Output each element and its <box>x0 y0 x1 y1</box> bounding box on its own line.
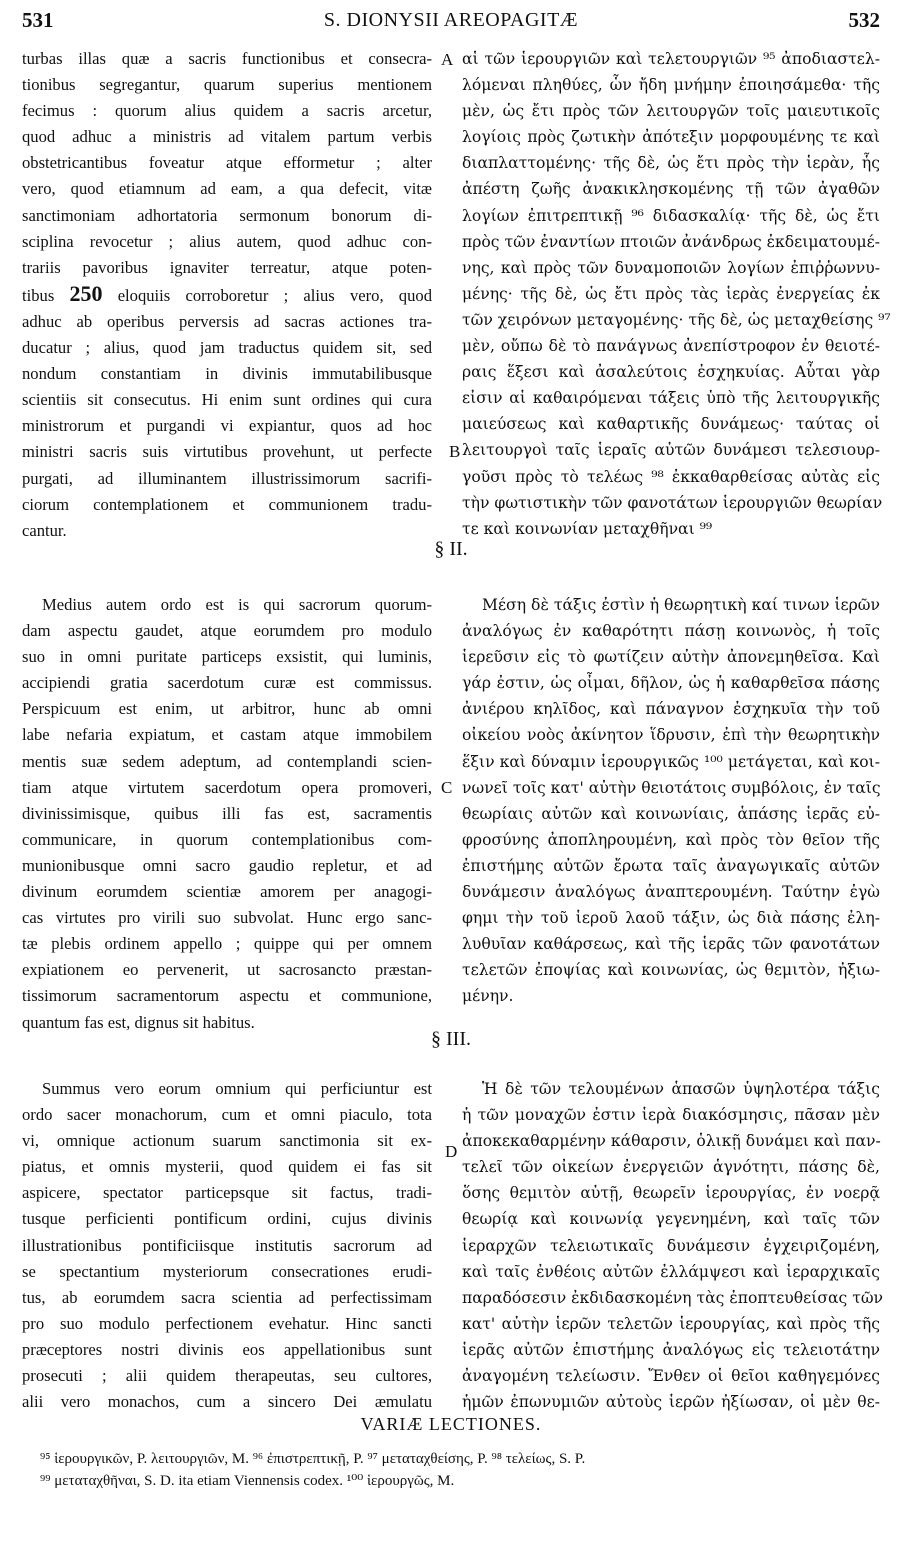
greek-line: λογίοις πρὸς ζωτικὴν ἀπότεξιν μορφουμένης τε καὶ <box>462 128 880 147</box>
latin-line: ordo sacer monachorum, cum et omni piaculo, tota <box>22 1105 432 1125</box>
greek-line: τελετῶν ἐποψίας καὶ κοινωνίας, ὡς θεμιτὸν, ἠξιω- <box>462 961 880 980</box>
greek-line: γοῦσι πρὸς τὸ τελέως ⁹⁸ ἐκκαθαρθείσας αὐτὰς εἰς <box>462 467 880 486</box>
greek-line: δυνάμεσιν ἀναλόγως ἀναπτερουμένη. Ταύτην ἐγὼ <box>462 883 880 902</box>
variae-lectiones-notes <box>40 1448 880 1492</box>
greek-line: Μέση δὲ τάξις ἐστὶν ἡ θεωρητικὴ καί τινων ἱερῶν <box>482 596 880 614</box>
greek-line: λόμεναι πληθύες, ὧν ἤδη μνήμην ἐποιησάμεθα· τῆς <box>462 76 880 95</box>
latin-line: sciplina revocetur ; alius autem, quod adhuc con- <box>22 231 432 251</box>
greek-line: ἐπιστήμης αὐτῶν ἔρωτα ταῖς ἀναγωγικαῖς αὐτῶν <box>462 856 880 875</box>
running-title: S. DIONYSII AREOPAGITÆ <box>323 9 579 31</box>
latin-line: tæ plebis ordinem appello ; quippe qui per omnem <box>22 934 432 954</box>
greek-line: γάρ ἐστιν, ὡς οἶμαι, δῆλον, ὡς ἡ καθαρθεῖσα πάσης <box>462 674 880 693</box>
greek-line: μὲν, οὔπω δὲ τὸ πανάγνως ἀνεπίστροφον ἐν θειοτέ- <box>462 337 880 356</box>
margin-marker-d: D <box>445 1142 458 1161</box>
greek-column-2 <box>462 592 880 1010</box>
greek-line: νωνεῖ τοῖς κατ' αὐτὴν θειοτάτοις συμβόλοις, ἐν ταῖς <box>462 778 881 797</box>
greek-line: ὅσης θεμιτὸν αὐτῇ, θεωρεῖν ἱερουργίας, ἐν νοερᾷ <box>462 1184 880 1203</box>
latin-line: Medius autem ordo est is qui sacrorum quorum- <box>42 595 432 614</box>
page-number-right: 532 <box>848 8 880 32</box>
latin-line: vi, omnique actionum suarum sanctimonia sit ex- <box>22 1131 432 1151</box>
note-line: ⁹⁵ ἱερουργικῶν, P. λειτουργιῶν, M. ⁹⁶ ἐπιστρεπτικῇ, P. ⁹⁷ μεταταχθείσης, P. ⁹⁸ τελείως, S. P. <box>40 1451 586 1467</box>
greek-line: ἡ τῶν μοναχῶν ἐστιν ἱερὰ διακόσμησις, πᾶσαν μὲν <box>462 1106 880 1125</box>
latin-line: tus, ab eorumdem sacra scientia ad perfectissimam <box>22 1287 432 1307</box>
latin-line: cas virtutes pro virili suo subvolat. Hunc ergo sanc- <box>22 908 432 928</box>
greek-line: ἀποκεκαθαρμένην κάθαρσιν, ὁλικῇ δυνάμει καὶ παν- <box>462 1132 881 1151</box>
greek-line: θεωρίαις αὐτῶν καὶ κοινωνίαις, ἁπάσης ἱερᾶς εὐ- <box>462 804 880 823</box>
greek-line: ἀνιέρου κηλῖδος, καὶ πάναγνον ἐσχηκυῖα τὴν τοῦ <box>462 700 880 719</box>
latin-line: munionibusque omni sacro gaudio repletur, et ad <box>22 855 432 875</box>
greek-line: ἡμῶν ἐπωνυμιῶν αὐτοὺς ἱερῶν ἠξίωσαν, οἱ μὲν θε- <box>462 1393 880 1412</box>
latin-line: fecimus : quorum alius quidem a sacris arcetur, <box>22 101 432 121</box>
greek-line: νης, καὶ πρὸς τῶν δυναμοποιῶν λογίων ἐπιῤῥωννυ- <box>462 258 880 277</box>
latin-line: piatus, et omnis mysterii, quod quidem ei fas sit <box>22 1157 432 1177</box>
latin-line: sanctimoniam adhortatoria sermonum bonorum di- <box>22 205 432 225</box>
latin-line: communicare, in quorum contemplationibus com- <box>22 829 432 849</box>
latin-line: alii vero monachos, cum a sincero Dei æmulatu <box>22 1392 432 1412</box>
latin-line: quantum fas est, dignus sit habitus. <box>22 1012 255 1032</box>
greek-column-1 <box>462 46 891 542</box>
latin-line: vero, quod etiamnum ad eam, a qua defecit, vitæ <box>22 179 432 199</box>
page-number-left: 531 <box>22 8 54 32</box>
latin-line: prosecuti ; alii quidem therapeutas, seu cultores, <box>22 1366 432 1386</box>
latin-line: mentis suæ sedem adeptum, ad contemplandi scien- <box>22 751 432 771</box>
column-number: 250 <box>69 280 103 306</box>
margin-marker-c: C <box>441 778 453 797</box>
latin-line: ciorum contemplationem et communionem tradu- <box>22 494 432 514</box>
latin-line: obstetricantibus foveatur atque efformetur ; alter <box>22 153 432 173</box>
latin-line: nondum constantiam in divinis immutabilibusque <box>22 364 432 384</box>
latin-line: purgati, ad illuminantem illustrissimorum sacrifi- <box>22 468 432 488</box>
greek-line: Ἡ δὲ τῶν τελουμένων ἁπασῶν ὑψηλοτέρα τάξις <box>482 1080 880 1098</box>
margin-marker-b: B <box>449 442 461 461</box>
greek-line: διαπλαττομένης· τῆς δὲ, ὡς ἔτι πρὸς τὴν ἱερὰν, ἧς <box>462 154 880 173</box>
greek-line: λυθυῖαν καθάρσεως, καὶ τῆς ἱερᾶς τῶν φανοτάτων <box>462 935 880 954</box>
latin-line: ducatur ; alius, quod jam traductus quidem sit, sed <box>22 338 432 358</box>
latin-line: tusque perficienti pontificum ordini, cujus divinis <box>22 1209 432 1229</box>
greek-line: καὶ ταῖς ἐνθέοις αὐτῶν ἐλλάμψεσι καὶ ἱεραρχικαῖς <box>462 1262 880 1281</box>
greek-line: τε καὶ κοινωνίαν μεταχθῆναι ⁹⁹ <box>462 519 713 538</box>
greek-line: εἰσιν αἱ καθαιρόμεναι τάξεις ὑπὸ τῆς λειτουργικῆς <box>462 389 880 408</box>
greek-line: ἱεραρχῶν τελειωτικαῖς δυνάμεσιν ἐγχειριζομένη, <box>462 1236 880 1255</box>
latin-line: præceptores nostri divinis eos appellationibus sunt <box>22 1339 432 1359</box>
greek-line: κατ' αὐτὴν ἱερῶν τελετῶν ἱερουργίας, καὶ πρὸς τῆς <box>462 1314 880 1333</box>
latin-line: tionibus segregantur, quarum superius mentionem <box>22 75 432 95</box>
greek-line: λειτουργοὶ ταῖς ἱεραῖς αὐτῶν δυνάμεσι τελεσιουρ- <box>462 441 880 460</box>
latin-line-column-number: tibus 250 eloquiis corroboretur ; alius vero, quod <box>22 280 432 306</box>
latin-line: tiam atque virtutem sacerdotum opera promoveri, <box>22 777 432 797</box>
latin-line: Summus vero eorum omnium qui perficiuntur est <box>42 1079 432 1098</box>
latin-line: expiationem eo pervenerit, ut sacrosancto præstan- <box>22 960 432 980</box>
greek-line: ραις ἕξεσι καὶ ἀσαλεύτοις ἐσχηκυίας. Αὗται γὰρ <box>462 363 880 382</box>
latin-line: illustrationibus pontificiisque institutis sacrorum ad <box>22 1235 432 1255</box>
latin-line: accipiendi gratia sacerdotum curæ est commissus. <box>22 673 432 693</box>
latin-line: divinissimisque, quibus illi fas est, sacramentis <box>22 803 432 823</box>
greek-line: αἱ τῶν ἱερουργιῶν καὶ τελετουργιῶν ⁹⁵ ἀποδιαστελ- <box>462 50 880 68</box>
greek-line: ἀναλόγως ἐν καθαρότητι πάσῃ κοινωνὸς, ἡ τοῖς <box>462 622 880 641</box>
latin-line: scientiis sit consecutus. Hi enim sunt ordines qui cura <box>22 390 432 410</box>
latin-line: se spectantium mysteriorum consecrationes erudi- <box>22 1261 432 1281</box>
margin-marker-a: A <box>441 50 454 69</box>
latin-line: ministrorum et purgandi vi expiantur, quos ad hoc <box>22 416 432 436</box>
greek-line: μαιεύσεως καὶ καθαρτικῆς δυνάμεως· ταύτας οἱ <box>462 415 880 434</box>
latin-line: quod adhuc a ministris ad vitalem partum verbis <box>22 127 432 147</box>
latin-line: pro suo modulo perfectionem evehatur. Hinc sancti <box>22 1313 432 1333</box>
latin-line: trariis pavoribus ignaviter terreatur, atque poten- <box>22 257 432 277</box>
latin-line: divinum eorumdem scientiæ amorem per anagogi- <box>22 882 432 902</box>
latin-line: dam aspectu gaudet, atque eorumdem pro modulo <box>22 621 432 641</box>
greek-line: οἰκείου νοὸς ἀκίνητον ἵδρυσιν, ἐπὶ τὴν θεωρητικὴν <box>462 726 880 745</box>
latin-line: Perspicuum est enim, ut arbitror, hunc ab omni <box>22 699 432 719</box>
latin-column-2 <box>22 592 432 1036</box>
greek-line: τελεῖ τῶν οἰκείων ἐνεργειῶν ἁγνότητι, πάσης δὲ, <box>462 1158 880 1177</box>
greek-line: παραδόσεσιν ἐκδιδασκομένη τὰς ἐποπτευθείσας τῶν <box>462 1288 884 1307</box>
latin-line: suo in omni puritate particeps exsistit, qui luminis, <box>22 647 432 667</box>
latin-line: tissimorum sacramentorum aspectu et communione, <box>22 986 432 1006</box>
greek-line: ἱερεῦσιν εἰς τὸ φωτίζειν αὐτὴν ἀπονεμηθεῖσα. Καὶ <box>462 648 880 667</box>
latin-column-1 <box>22 46 432 544</box>
greek-line: μὲν, ὡς ἔτι πρὸς τῶν λειτουργῶν τοῖς μαιευτικοῖς <box>462 102 880 121</box>
greek-line: θεωρίᾳ καὶ κοινωνίᾳ γεγενημένη, καὶ ταῖς τῶν <box>462 1210 880 1229</box>
greek-column-3 <box>462 1076 884 1415</box>
variae-lectiones-title: VARIÆ LECTIONES. <box>360 1414 542 1434</box>
note-line: ⁹⁹ μεταταχθῆναι, S. D. ita etiam Viennensis codex. ¹⁰⁰ ἱερουργῶς, M. <box>40 1473 455 1489</box>
greek-line: ἀπέστη ζωῆς ἀνακικλησκομένης τῇ τῶν ἀγαθῶν <box>462 180 880 199</box>
greek-line: τὴν φωτιστικὴν τῶν φανοτάτων ἱερουργιῶν θεωρίαν <box>462 493 883 512</box>
latin-line: cantur. <box>22 520 67 540</box>
latin-line: aspicere, spectator particepsque sit factus, tradi- <box>22 1183 432 1203</box>
latin-line: adhuc ab operibus perversis ad sacras actiones tra- <box>22 311 432 331</box>
greek-line: λογίων ἐπιτρεπτικῇ ⁹⁶ διδασκαλίᾳ· τῆς δὲ, ὡς ἔτι <box>462 206 880 225</box>
latin-line: ministri sacris suis virtutibus provehunt, ut perfecte <box>22 442 432 462</box>
greek-line: μένης· τῆς δὲ, ὡς ἔτι πρὸς τὰς ἱερὰς ἐνεργείας ἐκ <box>462 284 880 303</box>
running-header <box>0 8 902 38</box>
section-heading-2: § II. <box>434 538 468 560</box>
greek-line: φημι τὴν τοῦ ἱεροῦ λαοῦ τάξιν, ὡς διὰ πάσης ἐλη- <box>462 909 880 928</box>
greek-line: ἀναγομένη τελείωσιν. Ἔνθεν οἱ θεῖοι καθηγεμόνες <box>462 1367 880 1386</box>
latin-line: turbas illas quæ a sacris functionibus et consecra- <box>22 49 432 68</box>
greek-line: ἕξιν καὶ δύναμιν ἱερουργικῶς ¹⁰⁰ μετάγεται, καὶ κοι- <box>462 752 880 771</box>
greek-line: πρὸς τῶν ἐναντίων πτοιῶν ἀνάνδρως ἐκδειματουμέ- <box>462 232 880 251</box>
latin-column-3 <box>22 1076 432 1415</box>
greek-line: τῶν χειρόνων μεταγομένης· τῆς δὲ, ὡς μεταχθείσης ⁹⁷ <box>462 310 891 329</box>
greek-line: φροσύνης ἀποπληρουμένη, καὶ πρὸς τὸν θεῖον τῆς <box>462 830 880 849</box>
greek-line: ἱερᾶς αὐτῶν ἐπιστήμης ἀναλόγως εἰς τελειοτάτην <box>462 1340 880 1359</box>
section-heading-3: § III. <box>431 1028 471 1050</box>
greek-line: μένην. <box>462 987 514 1006</box>
latin-line: labe nefaria expiatum, et castam atque immobilem <box>22 725 432 745</box>
